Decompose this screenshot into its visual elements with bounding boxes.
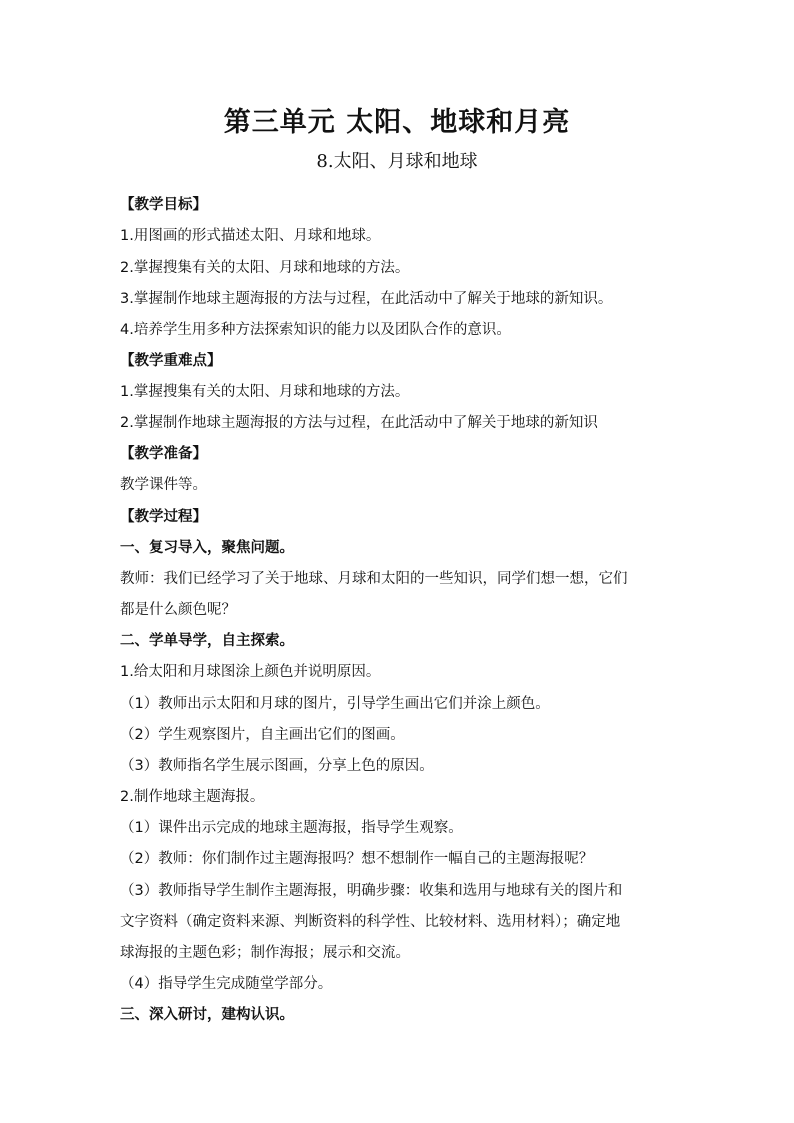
paragraph-line: 教师：我们已经学习了关于地球、月球和太阳的一些知识，同学们想一想，它们 xyxy=(120,571,628,587)
objective-line-1: 1.用图画的形式描述太阳、月球和地球。 xyxy=(120,228,381,244)
objective-line-2: 2.掌握搜集有关的太阳、月球和地球的方法。 xyxy=(120,260,410,276)
section-heading-process: 【教学过程】 xyxy=(120,509,207,525)
paragraph-line: （1）课件出示完成的地球主题海报，指导学生观察。 xyxy=(120,820,463,836)
paragraph-line: （2）学生观察图片，自主画出它们的图画。 xyxy=(120,727,405,743)
section-heading-key-points: 【教学重难点】 xyxy=(120,353,222,369)
paragraph-line: （3）教师指导学生制作主题海报，明确步骤：收集和选用与地球有关的图片和 xyxy=(120,883,623,899)
paragraph-line: 都是什么颜色呢？ xyxy=(120,602,236,618)
objective-line-4: 4.培养学生用多种方法探索知识的能力以及团队合作的意识。 xyxy=(120,322,511,338)
process-step-2-heading: 二、学单导学，自主探索。 xyxy=(120,633,294,649)
section-heading-preparation: 【教学准备】 xyxy=(120,446,207,462)
preparation-line: 教学课件等。 xyxy=(120,477,207,493)
section-heading-objectives: 【教学目标】 xyxy=(120,197,207,213)
paragraph-line: 球海报的主题色彩；制作海报；展示和交流。 xyxy=(120,945,410,961)
key-point-line-2: 2.掌握制作地球主题海报的方法与过程，在此活动中了解关于地球的新知识 xyxy=(120,415,598,431)
paragraph-line: 1.给太阳和月球图涂上颜色并说明原因。 xyxy=(120,664,381,680)
paragraph-line: 文字资料（确定资料来源、判断资料的科学性、比较材料、选用材料）；确定地 xyxy=(120,914,621,930)
unit-title: 第三单元 太阳、地球和月亮 xyxy=(223,107,571,138)
paragraph-line: 2.制作地球主题海报。 xyxy=(120,789,265,805)
paragraph-line: （3）教师指名学生展示图画，分享上色的原因。 xyxy=(120,758,434,774)
process-step-1-heading: 一、复习导入，聚焦问题。 xyxy=(120,540,294,556)
paragraph-line: （4）指导学生完成随堂学部分。 xyxy=(120,976,333,992)
key-point-line-1: 1.掌握搜集有关的太阳、月球和地球的方法。 xyxy=(120,384,410,400)
lesson-title: 8.太阳、月球和地球 xyxy=(316,151,478,172)
paragraph-line: （2）教师：你们制作过主题海报吗？想不想制作一幅自己的主题海报呢？ xyxy=(120,851,594,867)
process-step-3-heading: 三、深入研讨，建构认识。 xyxy=(120,1007,294,1023)
paragraph-line: （1）教师出示太阳和月球的图片，引导学生画出它们并涂上颜色。 xyxy=(120,696,550,712)
objective-line-3: 3.掌握制作地球主题海报的方法与过程，在此活动中了解关于地球的新知识。 xyxy=(120,291,613,307)
